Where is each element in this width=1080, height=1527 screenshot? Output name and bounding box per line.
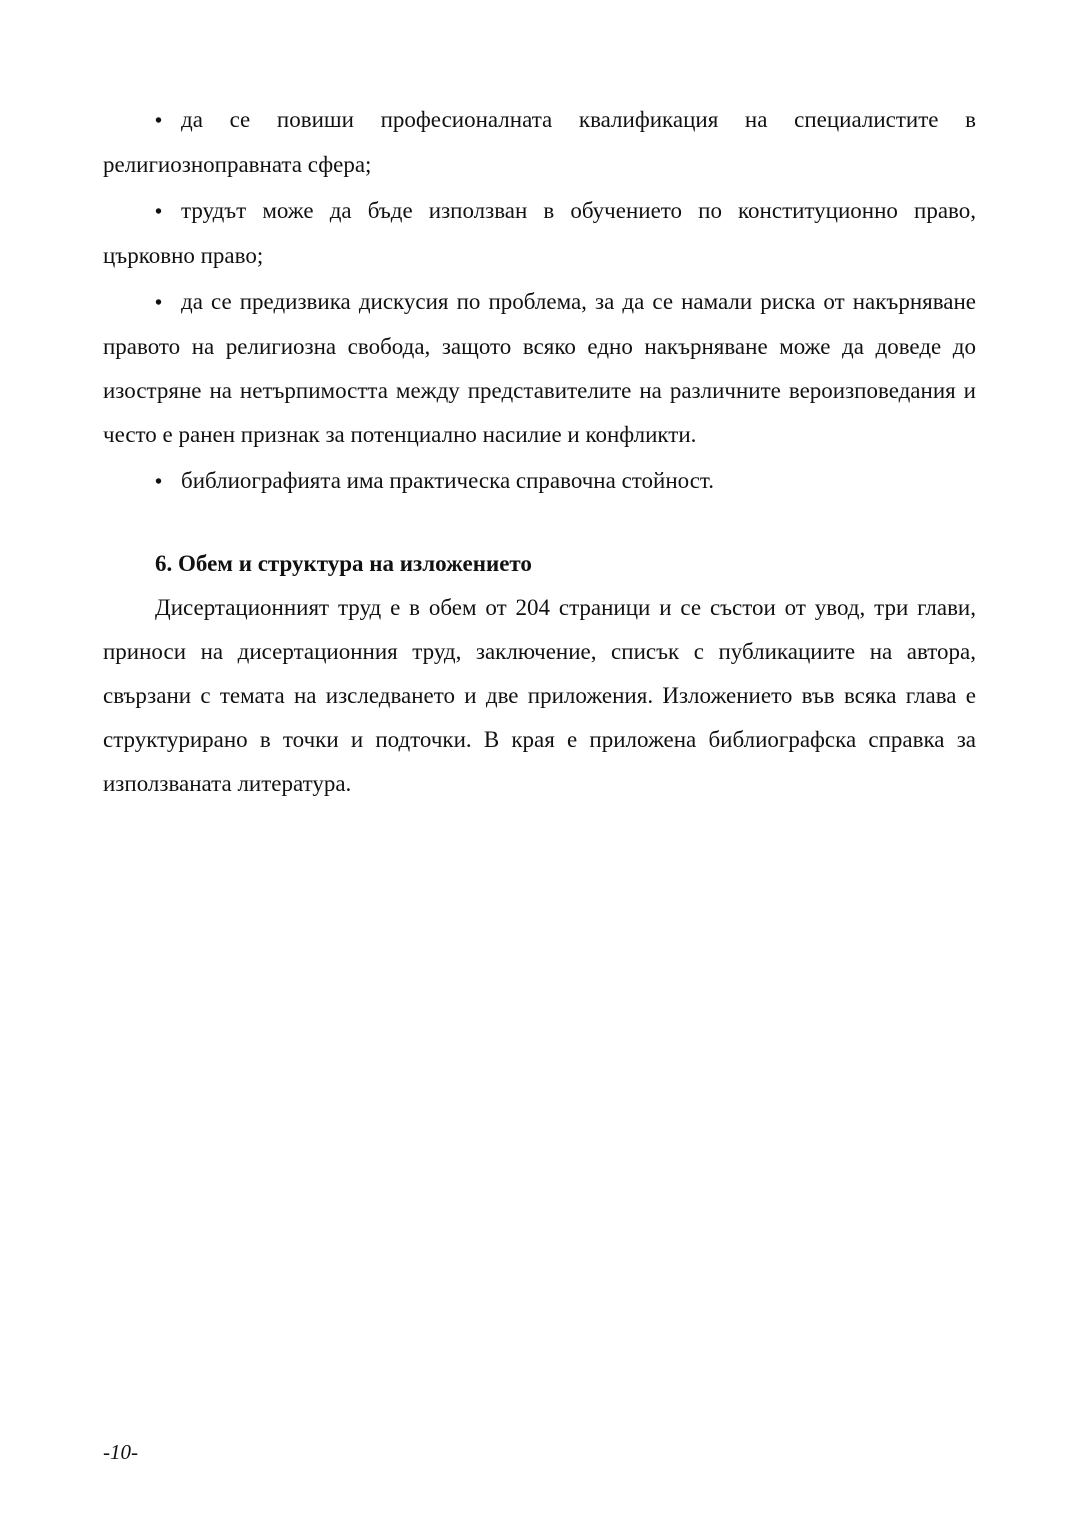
page-number: -10- [103, 1440, 138, 1464]
bullet-text: трудът може да бъде използван в обучението по конституционно право, църковно право; [103, 198, 976, 268]
section-heading: 6. Обем и структура на изложението [155, 551, 532, 576]
bullet-icon: • [155, 110, 163, 132]
bullet-icon: • [155, 471, 163, 493]
section-paragraph: Дисертационният труд е в обем от 204 страници и се състои от увод, три глави, приноси на дисертационния труд, заключение, списък с публикациите на автора, свързани с темата на изследването и две приложения. Изложението във всяка глава е структурирано в точки и подточки. В края е приложена библиографска справка за използваната литература. [103, 595, 976, 796]
list-item [103, 459, 976, 504]
list-item [103, 98, 976, 187]
document-page [103, 98, 976, 806]
list-item [103, 189, 976, 278]
bullet-text: да се предизвика дискусия по проблема, за да се намали риска от накърняване правото на религиозна свобода, защото всяко едно накърняване може да доведе до изостряне на нетърпимостта между представителите на различните вероизповедания и често е ранен признак за потенциално насилие и конфликти. [103, 289, 976, 447]
list-item [103, 280, 976, 457]
bullet-icon: • [155, 201, 163, 223]
bullet-text: да се повиши професионалната квалификация на специалистите в религиозноправната сфера; [103, 107, 976, 177]
bullet-list [103, 98, 976, 504]
bullet-icon: • [155, 292, 163, 314]
bullet-text: библиографията има практическа справочна стойност. [181, 468, 714, 493]
